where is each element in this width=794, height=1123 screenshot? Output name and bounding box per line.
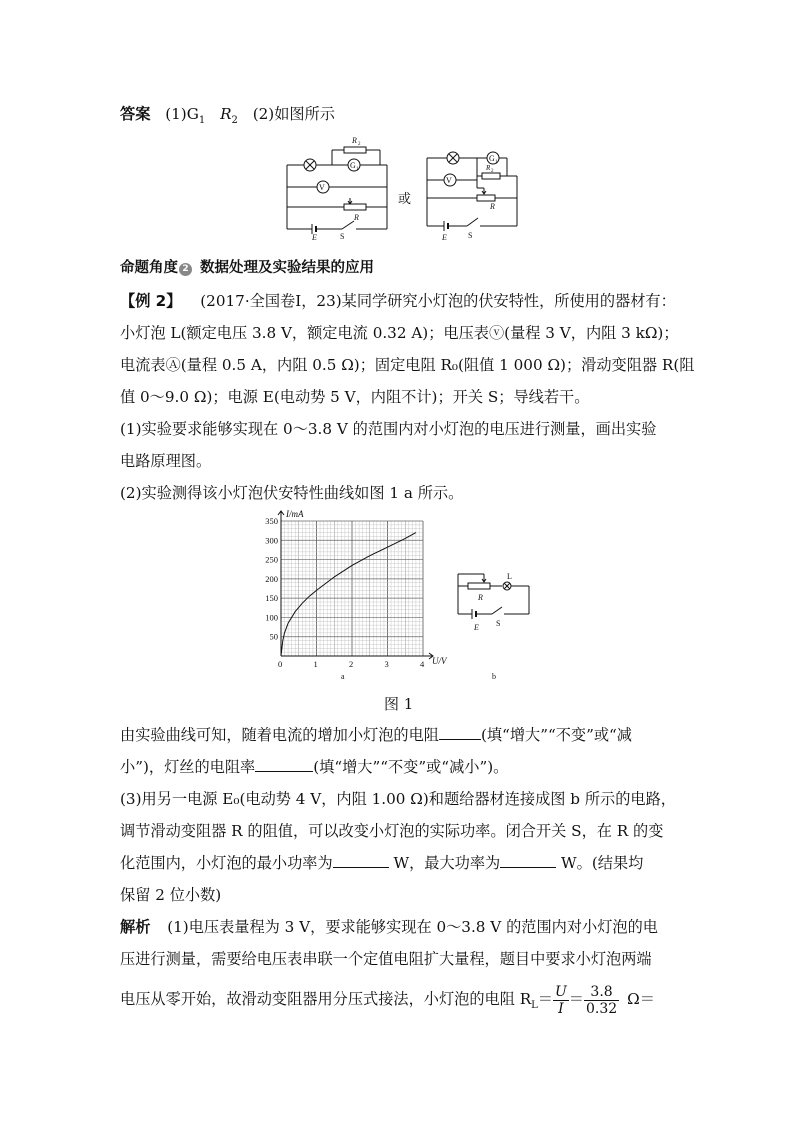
x-tick-label: 2 [349,659,354,669]
q1-text-c: 小”)，灯丝的电阻率 [120,758,256,776]
fig-b-s-label: S [496,619,501,628]
y-axis-label: I/mA [286,509,304,519]
answer-circuit-left [282,132,392,242]
q3-line-2: 调节滑动变阻器 R 的阻值，可以改变小灯泡的实际功率。闭合开关 S，在 R 的变 [120,822,664,840]
fig-b-lamp-label: L [507,572,512,581]
section-title: 数据处理及实验结果的应用 [200,260,374,276]
q1-blank-1[interactable] [439,725,481,740]
y-tick-label: 150 [265,593,278,604]
analysis-line-3 [120,982,655,1023]
answer-r: R [220,105,232,123]
chart-sublabel-a: a [341,672,345,681]
analysis-text-1: (1)电压表量程为 3 V，要求能够实现在 0～3.8 V 的范围内对小灯泡的电 [167,918,658,936]
y-tick-label: 200 [265,573,278,584]
chart-grid [281,521,423,656]
y-tick-label: 300 [265,535,278,546]
section-heading [120,258,374,278]
r2-sub-right: 2 [491,169,494,174]
g1-sub-right: 1 [495,160,498,165]
figure-caption: 图 1 [384,695,414,713]
answer-part1-sub: 1 [198,115,206,127]
q3-text-e: W。(结果均 [561,854,644,872]
iu-chart [248,506,463,682]
g1-label: G [350,161,356,170]
section-number-badge: 2 [179,263,192,276]
battery-label: E [312,233,317,242]
g1-sub: 1 [356,167,359,172]
frac-i: I [558,1000,564,1017]
q3-line-4: 保留 2 位小数) [120,886,222,904]
frac-den-value: 0.32 [585,1000,618,1017]
example-text-1: (2017·全国卷Ⅰ，23)某同学研究小灯泡的伏安特性，所使用的器材有： [200,292,676,310]
g1-label-right: G [489,154,495,163]
q1-text-d: (填“增大”“不变”或“减小”)。 [313,758,509,776]
x-tick-label: 4 [420,659,425,669]
analysis-tail: Ω＝ [627,990,655,1008]
y-tick-label: 250 [265,554,278,565]
example-line-6: 电路原理图。 [120,452,212,470]
example-line-4: 值 0～9.0 Ω)；电源 E(电动势 5 V，内阻不计)；开关 S；导线若干。 [120,388,590,406]
battery-label-right: E [442,233,447,242]
x-tick-label: 0 [278,659,283,669]
example-line-1 [120,291,676,311]
or-label: 或 [398,192,412,207]
x-axis-label: U/V [432,656,447,666]
q3-line-3 [120,853,643,873]
example-line-5: (1)实验要求能够实现在 0～3.8 V 的范围内对小灯泡的电压进行测量，画出实验 [120,420,657,438]
answer-part2: (2)如图所示 [252,105,335,123]
answer-part1: (1)G [165,105,199,123]
q1-text-b: (填“增大”“不变”或“减 [480,726,632,744]
rheostat-label: R [354,213,359,222]
q1-line-2 [120,757,508,777]
q3-text-d: W，最大功率为 [393,854,501,872]
frac-num-value: 3.8 [584,984,619,1001]
analysis-line-1 [120,917,658,937]
answer-label: 答案 [120,105,151,123]
r2-label: R [352,136,357,145]
q3-text-c: 化范围内，小灯泡的最小功率为 [120,854,333,872]
analysis-rl-sub: L [531,1000,538,1012]
chart-ticks [265,516,425,669]
chart-sublabel-b: b [492,672,496,681]
example-line-7: (2)实验测得该小灯泡伏安特性曲线如图 1 a 所示。 [120,484,464,502]
analysis-text-3: 电压从零开始，故滑动变阻器用分压式接法，小灯泡的电阻 R [120,990,532,1008]
answer-r-sub: 2 [231,115,238,127]
x-tick-label: 3 [384,659,389,669]
rheostat-label-right: R [490,202,495,211]
fig-b-e-label: E [474,623,479,632]
eq-sign-1: ＝ [537,990,553,1008]
switch-label-right: S [468,231,473,240]
switch-label: S [340,232,345,241]
section-prefix: 命题角度 [120,260,178,276]
x-tick-label: 1 [313,659,318,669]
example-line-2: 小灯泡 L(额定电压 3.8 V，额定电流 0.32 A)；电压表ⓥ(量程 3 V，内阻 3 kΩ)； [120,324,679,342]
v-label: V [319,183,325,192]
q1-blank-2[interactable] [255,757,313,772]
q3-blank-2[interactable] [500,853,556,868]
answer-line [120,103,335,126]
frac-u: U [554,983,567,1000]
q3-blank-1[interactable] [333,853,389,868]
q1-text-a: 由实验曲线可知，随着电流的增加小灯泡的电阻 [120,726,439,744]
analysis-label: 解析 [120,918,151,936]
v-label-right: V [446,176,452,185]
example-line-3: 电流表Ⓐ(量程 0.5 A，内阻 0.5 Ω)；固定电阻 R₀(阻值 1 000 Ω)；滑动变阻器 R(阻 [120,356,695,374]
analysis-line-2: 压进行测量，需要给电压表串联一个定值电阻扩大量程，题目中要求小灯泡两端 [120,950,652,968]
figure-b-circuit [452,568,542,683]
r2-sub: 2 [358,142,361,147]
example-label: 【例 2】 [120,292,182,310]
eq-sign-2: ＝ [568,990,584,1008]
y-tick-label: 50 [269,631,278,642]
y-tick-label: 100 [265,612,278,623]
answer-circuit-right [422,148,522,243]
q3-line-1: (3)用另一电源 E₀(电动势 4 V，内阻 1.00 Ω)和题给器材连接成图 b 所示的电路， [120,790,676,808]
r2-label-right: R [486,164,491,172]
fraction-u-over-i [553,984,569,1017]
fig-b-r-label: R [478,593,483,602]
y-tick-label: 350 [265,516,278,526]
q1-line-1 [120,725,632,745]
fraction-values [584,984,619,1017]
